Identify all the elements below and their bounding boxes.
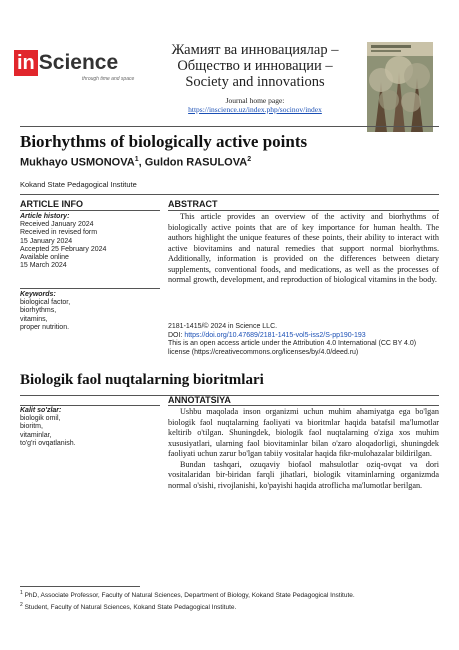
annotatsiya-heading: ANNOTATSIYA bbox=[168, 395, 231, 405]
history-line: 15 January 2024 bbox=[20, 237, 73, 245]
uz-keyword: biologik omil, bbox=[20, 415, 61, 423]
history-line: 15 March 2024 bbox=[20, 262, 67, 270]
journal-home-link[interactable]: https://inscience.uz/index.php/socinov/index bbox=[188, 105, 322, 114]
journal-home bbox=[150, 96, 360, 114]
cover-art bbox=[367, 42, 433, 132]
journal-title-uz: Жамият ва инновациялар – bbox=[171, 42, 339, 58]
history-line: Accepted 25 February 2024 bbox=[20, 245, 107, 253]
uz-keywords-label: Kalit so'zlar: bbox=[20, 407, 62, 414]
annotatsiya-divider bbox=[168, 405, 439, 406]
journal-home-label: Journal home page: bbox=[225, 96, 285, 105]
uz-keyword: bioritm, bbox=[20, 423, 43, 431]
license-text: This is an open access article under the Attribution 4.0 International (CC BY 4.0) license (https://creativecommons.org/licenses/by/4.0/deed.ru) bbox=[168, 340, 417, 356]
history-line: Received January 2024 bbox=[20, 221, 94, 229]
article-info-divider bbox=[20, 210, 160, 211]
uz-keywords-block bbox=[20, 407, 160, 448]
keywords-block bbox=[20, 291, 160, 332]
logo-brand-a: in bbox=[14, 50, 38, 76]
keyword: proper nutrition. bbox=[20, 323, 70, 331]
annotatsiya-text bbox=[168, 407, 439, 491]
keywords-divider bbox=[20, 288, 160, 289]
journal-title-ru: Общество и инновации – bbox=[177, 58, 333, 74]
uz-keywords-divider bbox=[20, 405, 160, 406]
author-2: Guldon RASULOVA bbox=[144, 156, 248, 169]
history-line: Received in revised form bbox=[20, 229, 98, 237]
footnote-2-mark: 2 bbox=[20, 601, 23, 608]
doi-line bbox=[168, 332, 439, 341]
author-1: Mukhayo USMONOVA bbox=[20, 156, 135, 169]
journal-title-en: Society and innovations bbox=[185, 74, 325, 90]
uz-keyword: vitaminlar, bbox=[20, 431, 52, 439]
annotatsiya-para-2: Bundan tashqari, ozuqaviy biofaol mahsulotlar oziq-ovqat va dori vositalaridan bir-biridan farqli jihatlari, biologik vitaminlarning organizmda normal o'sishi, rivojlanishi, ko'payishi haqida atroflicha ma'lumotlar berilgan. bbox=[168, 459, 439, 490]
footnote-2-text: Student, Faculty of Natural Sciences, Kokand State Pedagogical Institute. bbox=[24, 603, 237, 611]
uz-title: Biologik faol nuqtalarning bioritmlari bbox=[20, 372, 264, 388]
logo-tagline: through time and space bbox=[82, 76, 135, 82]
journal-title bbox=[150, 42, 360, 90]
footnote-2 bbox=[20, 601, 439, 613]
abstract-divider bbox=[168, 210, 439, 211]
annotatsiya-para-1: Ushbu maqolada inson organizmi uchun muhim ahamiyatga ega bo'lgan biologik faol nuqtalarning faoliyati va bioritmlar haqida batafsil ma'lumotlar keltirib o'tilgan. Shuningdek, biologik faol nuqtalarning o'ziga xos muhim xususiyatlari, ularning faol biovitaminlar bilan o'zaro aloqadorligi, shuningdek faoliyati uchun zarur bo'lgan tabiiy vositalar haqida fikr-mulohazalar bildirilgan. bbox=[168, 407, 439, 458]
abstract-heading: ABSTRACT bbox=[168, 199, 218, 209]
footnote-1-mark: 1 bbox=[20, 590, 23, 596]
issn-copyright: 2181-1415/© 2024 in Science LLC. bbox=[168, 323, 278, 330]
license-block bbox=[168, 323, 439, 357]
footnote-1 bbox=[20, 589, 439, 601]
uz-keyword: to'g'ri ovqatlanish. bbox=[20, 439, 76, 447]
keywords-label: Keywords: bbox=[20, 291, 56, 298]
doi-link[interactable]: https://doi.org/10.47689/2181-1415-vol5-iss2/S-pp190-193 bbox=[184, 331, 366, 339]
title-divider bbox=[20, 194, 439, 195]
history-line: Available online bbox=[20, 254, 69, 262]
journal-cover-image bbox=[367, 42, 433, 132]
author-1-affil: 1 bbox=[134, 156, 139, 163]
article-info-heading: ARTICLE INFO bbox=[20, 199, 83, 209]
article-history bbox=[20, 213, 160, 270]
keyword: biorhythms, bbox=[20, 307, 57, 315]
keyword: biological factor, bbox=[20, 299, 71, 307]
footnote-1-text: PhD, Associate Professor, Faculty of Natural Sciences, Department of Biology, Kokand State Pedagogical Institute. bbox=[24, 592, 355, 600]
authors: Mukhayo USMONOVA$^1$, Guldon RASULOVA$^2$ bbox=[20, 156, 252, 169]
header-divider bbox=[20, 126, 439, 127]
article-history-label: Article history: bbox=[20, 213, 70, 220]
doi-label: DOI: bbox=[168, 331, 183, 339]
logo-brand-b: Science bbox=[38, 51, 119, 74]
author-2-affil: 2 bbox=[247, 156, 252, 163]
footnote-divider bbox=[20, 586, 140, 587]
article-title: Biorhythms of biologically active points bbox=[20, 132, 308, 151]
keyword: vitamins, bbox=[20, 315, 48, 323]
footnotes bbox=[20, 589, 439, 612]
publisher-logo bbox=[14, 50, 144, 78]
institution: Kokand State Pedagogical Institute bbox=[20, 180, 137, 189]
abstract-text: This article provides an overview of the activity and biorhythms of biologically active points that are of key importance for human health. The authors highlight the unique features of these points, their ability to interact with active biovitamins and natural remedies that support normal biorhythms. Additionally, information is provided on the differences between dietary supplements, conventional foods, and medications, as well as the processes of normal growth, development, and reproduction of biological vitamins in the body. bbox=[168, 212, 439, 284]
